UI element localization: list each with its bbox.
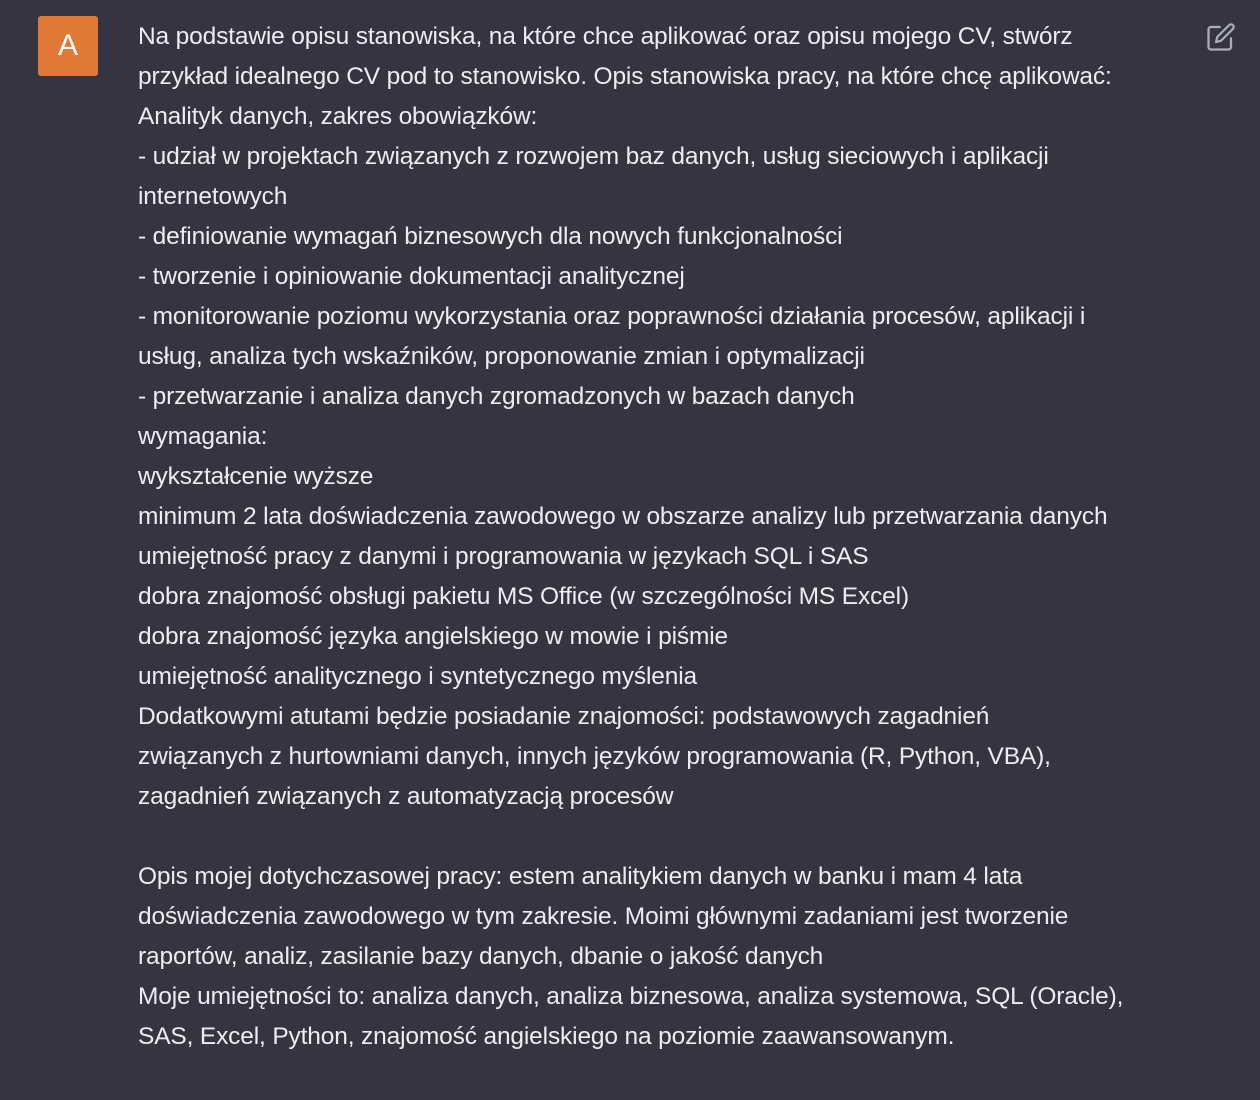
message-line: - udział w projektach związanych z rozwojem baz danych, usług sieciowych i aplikacji	[138, 143, 1049, 170]
message-line: minimum 2 lata doświadczenia zawodowego w obszarze analizy lub przetwarzania danych	[138, 503, 1108, 530]
message-line: - przetwarzanie i analiza danych zgromadzonych w bazach danych	[138, 383, 855, 410]
user-message-text	[138, 17, 1188, 1057]
message-line: wymagania:	[138, 423, 268, 450]
message-line: Na podstawie opisu stanowiska, na które chce aplikować oraz opisu mojego CV, stwórz	[138, 23, 1073, 50]
user-avatar	[38, 16, 98, 76]
message-line: przykład idealnego CV pod to stanowisko. Opis stanowiska pracy, na które chcę aplikować:	[138, 63, 1112, 90]
message-line	[138, 817, 1188, 857]
edit-icon[interactable]	[1206, 22, 1236, 52]
message-line: wykształcenie wyższe	[138, 463, 374, 490]
message-line: dobra znajomość języka angielskiego w mowie i piśmie	[138, 623, 728, 650]
message-line: internetowych	[138, 183, 288, 210]
message-line: usług, analiza tych wskaźników, proponowanie zmian i optymalizacji	[138, 343, 865, 370]
message-line: zagadnień związanych z automatyzacją procesów	[138, 783, 674, 810]
avatar-letter: A	[57, 29, 78, 62]
message-line: SAS, Excel, Python, znajomość angielskiego na poziomie zaawansowanym.	[138, 1023, 955, 1050]
message-line: - monitorowanie poziomu wykorzystania oraz poprawności działania procesów, aplikacji i	[138, 303, 1086, 330]
message-line: raportów, analiz, zasilanie bazy danych, dbanie o jakość danych	[138, 943, 824, 970]
message-line: dobra znajomość obsługi pakietu MS Office (w szczególności MS Excel)	[138, 583, 909, 610]
message-line: Analityk danych, zakres obowiązków:	[138, 103, 538, 130]
message-line: Dodatkowymi atutami będzie posiadanie znajomości: podstawowych zagadnień	[138, 703, 990, 730]
message-line: związanych z hurtowniami danych, innych języków programowania (R, Python, VBA),	[138, 743, 1051, 770]
message-line: doświadczenia zawodowego w tym zakresie. Moimi głównymi zadaniami jest tworzenie	[138, 903, 1069, 930]
message-line: - tworzenie i opiniowanie dokumentacji analitycznej	[138, 263, 685, 290]
message-line: Moje umiejętności to: analiza danych, analiza biznesowa, analiza systemowa, SQL (Oracle),	[138, 983, 1124, 1010]
message-line: umiejętność pracy z danymi i programowania w językach SQL i SAS	[138, 543, 869, 570]
message-line: umiejętność analitycznego i syntetycznego myślenia	[138, 663, 698, 690]
message-line: Opis mojej dotychczasowej pracy: estem analitykiem danych w banku i mam 4 lata	[138, 863, 1023, 890]
message-line: - definiowanie wymagań biznesowych dla nowych funkcjonalności	[138, 223, 843, 250]
